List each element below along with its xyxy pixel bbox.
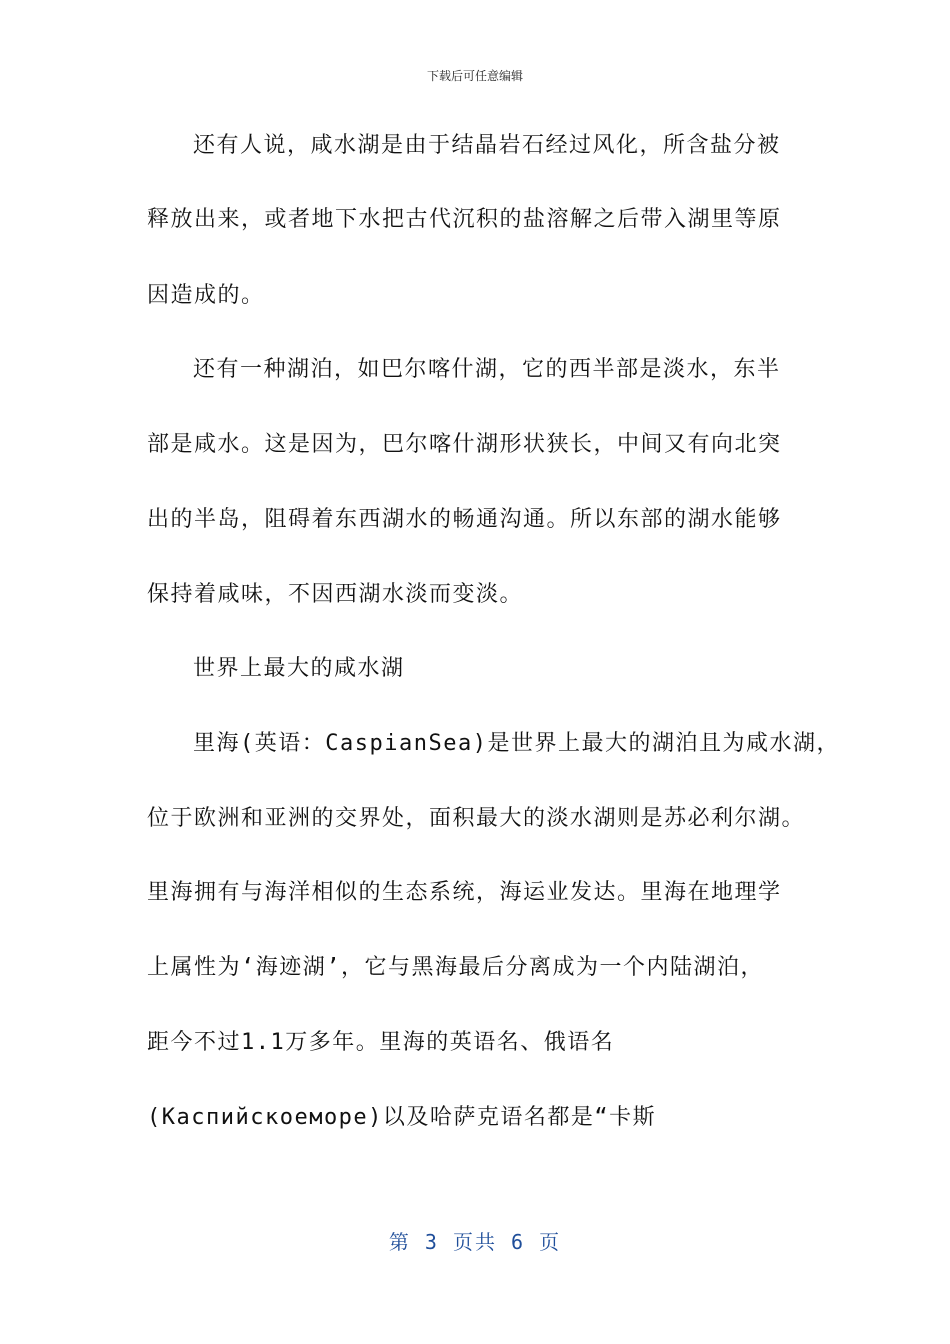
paragraph-line: 位于欧洲和亚洲的交界处，面积最大的淡水湖则是苏必利尔湖。 [147,806,806,831]
paragraph-line: 因造成的。 [147,283,265,308]
paragraph-line: 释放出来，或者地下水把古代沉积的盐溶解之后带入湖里等原 [147,207,782,232]
paragraph-line: 里海(英语：CaspianSea)是世界上最大的湖泊且为咸水湖， [193,731,840,756]
paragraph-line: (Каспийскоеморе)以及哈萨克语名都是“卡斯 [147,1105,657,1130]
paragraph-line: 部是咸水。这是因为，巴尔喀什湖形状狭长，中间又有向北突 [147,432,782,457]
page-number-footer: 第 3 页共 6 页 [388,1230,562,1254]
paragraph-line: 保持着咸味，不因西湖水淡而变淡。 [147,582,524,607]
paragraph-line: 还有一种湖泊，如巴尔喀什湖，它的西半部是淡水，东半 [193,357,781,382]
paragraph-line: 还有人说，咸水湖是由于结晶岩石经过风化，所含盐分被 [193,133,781,158]
header-note: 下载后可任意编辑 [426,69,523,83]
paragraph-line: 出的半岛，阻碍着东西湖水的畅通沟通。所以东部的湖水能够 [147,507,782,532]
paragraph-line: 上属性为‘海迹湖’，它与黑海最后分离成为一个内陆湖泊， [147,955,764,980]
paragraph-line: 距今不过1.1万多年。里海的英语名、俄语名 [147,1030,615,1055]
paragraph-line: 里海拥有与海洋相似的生态系统，海运业发达。里海在地理学 [147,880,782,905]
section-heading: 世界上最大的咸水湖 [193,656,405,681]
